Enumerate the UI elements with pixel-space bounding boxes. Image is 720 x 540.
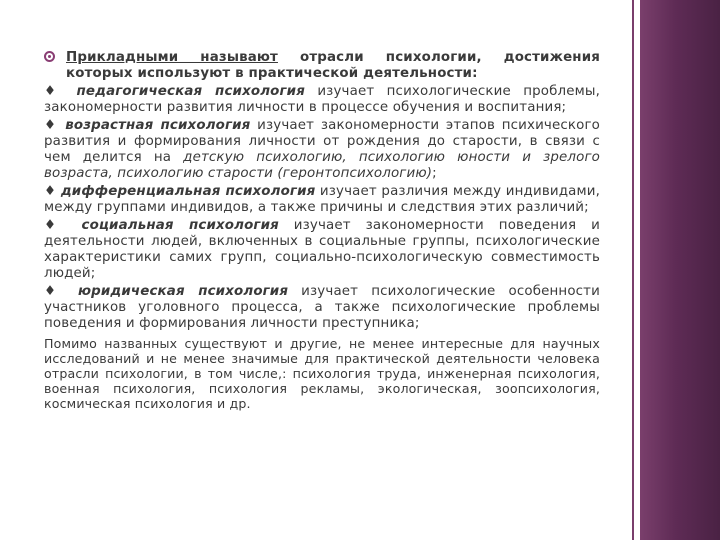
bullet-social [44,218,600,282]
bullet-text: изучает различия между индивидами, между группами индивидов, а также причины и следствия этих различий; [44,184,600,215]
diamond-bullet-icon: ♦ [44,284,65,299]
bullet-developmental [44,118,600,182]
closing-paragraph: Помимо названных существуют и другие, не менее интересные для научных исследований и не менее значимые для практической деятельности человека отрасли психологии, в том числе,: психология труда, инженерная психология, военная психология, психология рекламы, экологическая, зоопсихология, космическая психология и др. [44,336,600,411]
side-decoration-bar [640,0,720,540]
bullet-legal [44,284,600,332]
bullet-term: юридическая психология [77,284,289,299]
slide-content [44,50,600,411]
diamond-bullet-icon: ♦ [44,84,65,99]
bullet-pedagogical [44,84,600,116]
bullet-text: изучает психологические проблемы, закономерности развития личности в процессе обучения и воспитания; [44,84,601,115]
bullet-term: возрастная психология [65,118,251,133]
diamond-bullet-icon: ♦ [44,118,59,133]
bullet-term: дифференциальная психология [60,184,316,199]
diamond-bullet-icon: ♦ [44,184,57,199]
intro-paragraph [44,50,600,82]
side-divider-line [632,0,634,540]
bullet-term: социальная психология [81,218,279,233]
bullet-term: педагогическая психология [76,84,305,99]
bullet-text: изучает психологические особенности участников уголовного процесса, а также психологические проблемы поведения и формирования личности преступника; [44,284,600,331]
intro-lead: Прикладными называют [66,50,278,65]
bullet-differential [44,184,600,216]
intro-rest: отрасли психологии, достижения которых используют в практической деятельности: [66,50,600,81]
bullet-text: изучает закономерности этапов психического развития и формирования личности от рождения до старости, в связи с чем делится на [44,118,600,165]
circle-bullet-icon [44,51,55,62]
bullet-subfields: детскую психологию, психологию юности и зрелого возраста, психологию старости (геронтопсихологию) [44,150,600,181]
bullet-tail: ; [432,166,437,181]
diamond-bullet-icon: ♦ [44,218,67,233]
bullet-text: изучает закономерности поведения и деятельности людей, включенных в социальные группы, психологические характеристики самих групп, социально-психологическую совместимость людей; [44,218,600,281]
